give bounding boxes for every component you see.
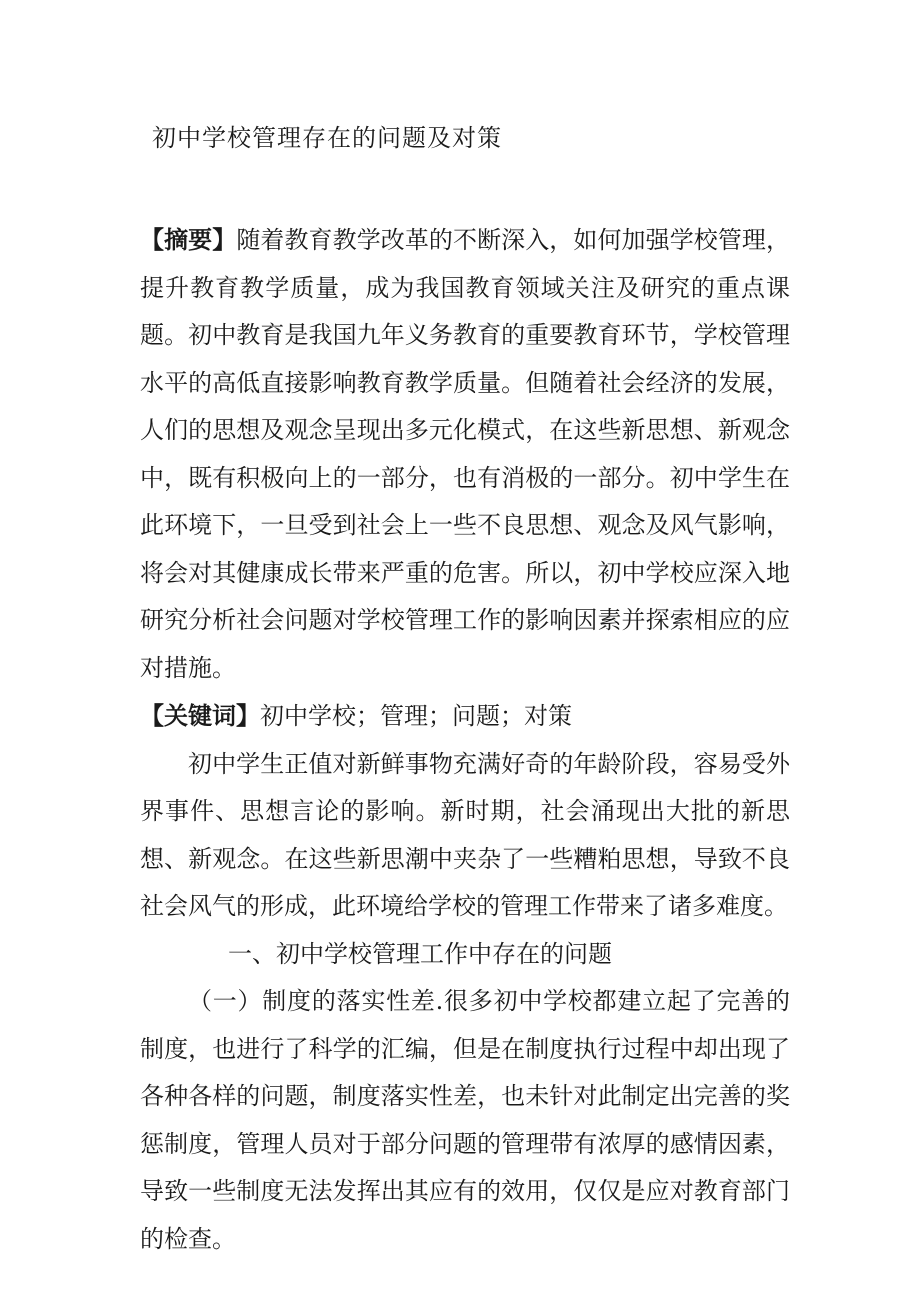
keywords-line [140,692,790,741]
keywords-text: 初中学校；管理；问题；对策 [260,702,572,730]
document-title: 初中学校管理存在的问题及对策 [152,124,502,152]
keywords-label: 【关键词】 [140,701,260,730]
section-paragraph: （一）制度的落实性差.很多初中学校都建立起了完善的制度，也进行了科学的汇编，但是在制度执行过程中却出现了各种各样的问题，制度落实性差，也未针对此制定出完善的奖惩制度，管理人员对于部分问题的管理带有浓厚的感情因素，导致一些制度无法发挥出其应有的效用，仅仅是应对教育部门的检查。 [140,987,790,1253]
abstract-label: 【摘要】 [140,225,237,254]
intro-paragraph: 初中学生正值对新鲜事物充满好奇的年龄阶段，容易受外界事件、思想言论的影响。新时期，社会涌现出大批的新思想、新观念。在这些新思潮中夹杂了一些糟粕思想，导致不良社会风气的形成，此环境给学校的管理工作带来了诸多难度。 [140,749,790,920]
abstract-paragraph [140,216,790,692]
abstract-text: 随着教育教学改革的不断深入，如何加强学校管理，提升教育教学质量，成为我国教育领域关注及研究的重点课题。初中教育是我国九年义务教育的重要教育环节，学校管理水平的高低直接影响教育教学质量。但随着社会经济的发展，人们的思想及观念呈现出多元化模式，在这些新思想、新观念中，既有积极向上的一部分，也有消极的一部分。初中学生在此环境下，一旦受到社会上一些不良思想、观念及风气影响，将会对其健康成长带来严重的危害。所以，初中学校应深入地研究分析社会问题对学校管理工作的影响因素并探索相应的应对措施。 [140,226,791,682]
section-heading: 一、初中学校管理工作中存在的问题 [228,939,612,968]
